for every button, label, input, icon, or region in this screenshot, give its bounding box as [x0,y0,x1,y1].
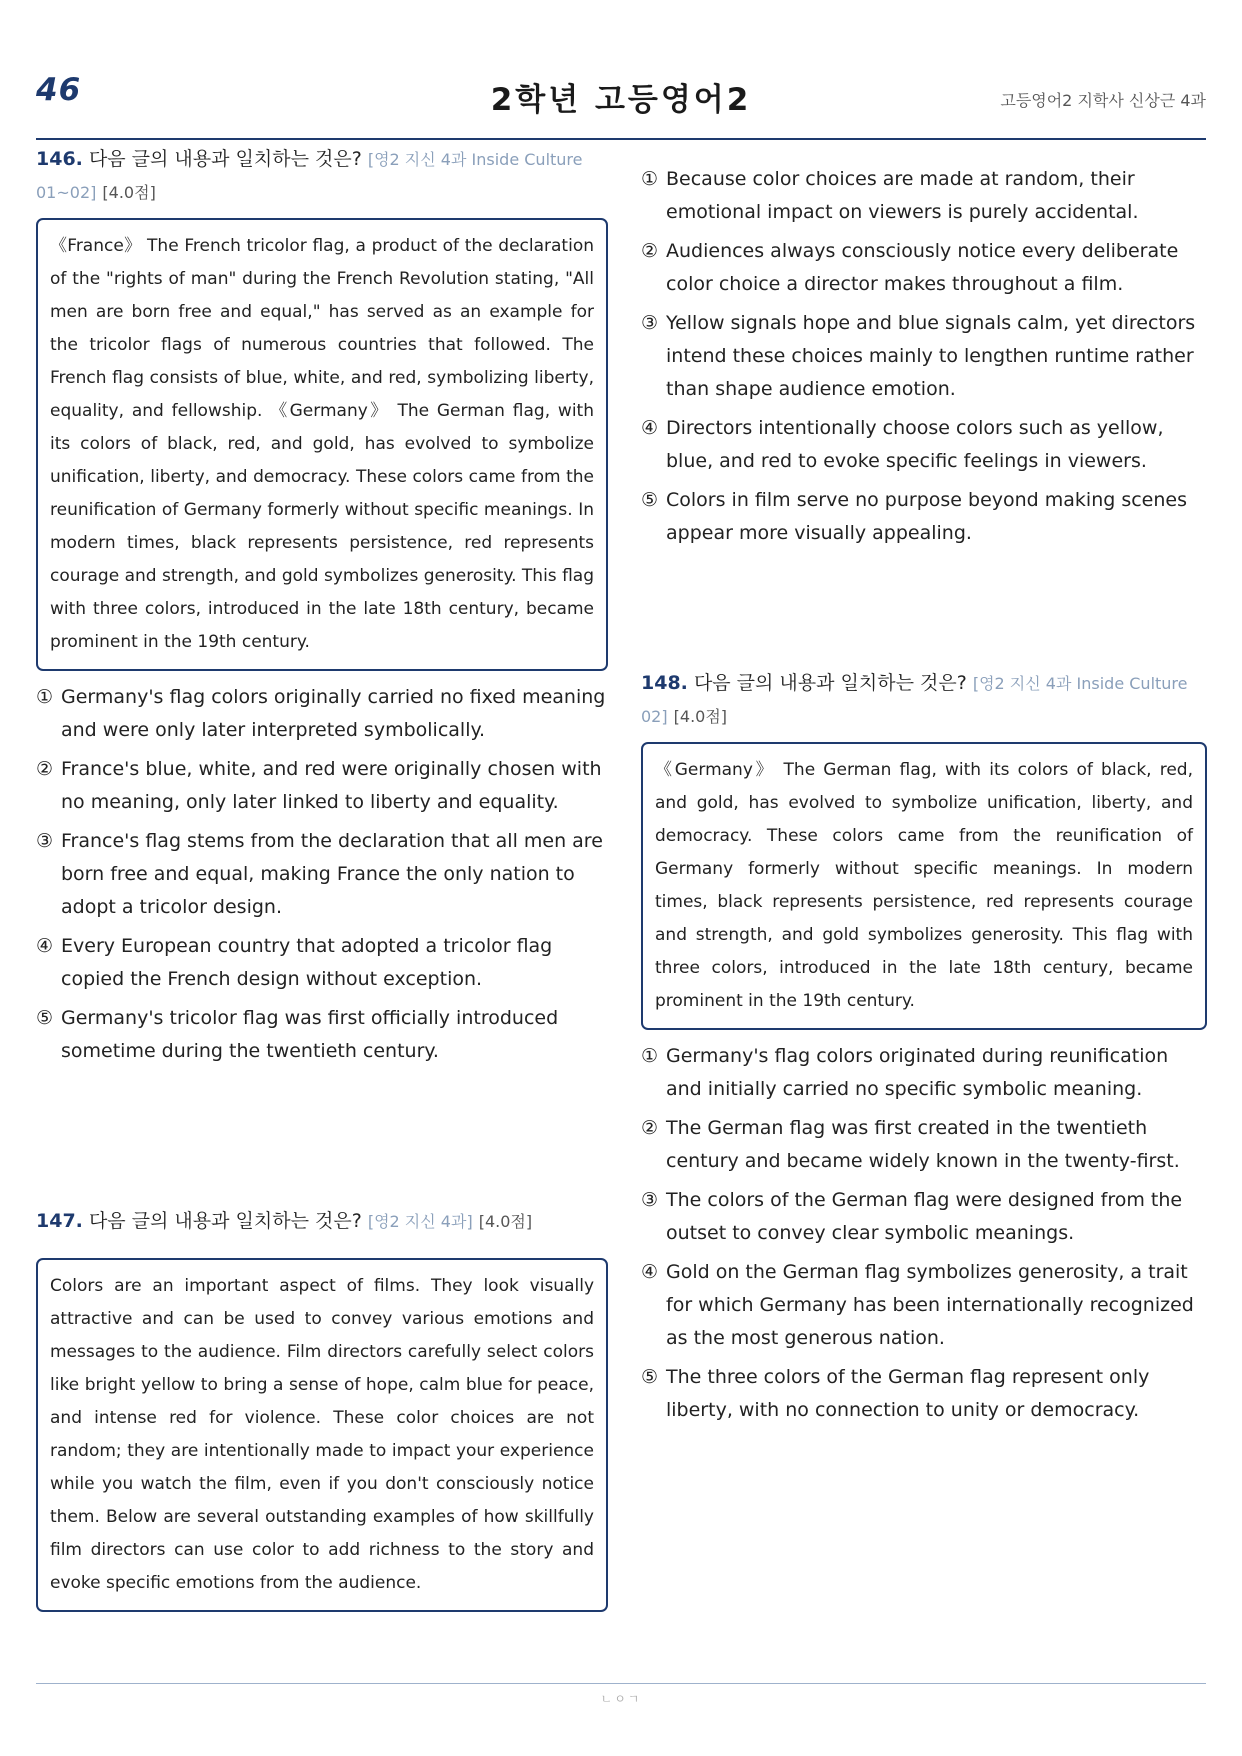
choice-mark: ④ [36,935,54,957]
choice-mark: ⑤ [36,1007,54,1029]
choice-5[interactable] [36,1002,608,1068]
choice-2[interactable] [36,753,608,819]
question-number: 146. [36,148,83,170]
choice-mark: ③ [641,1189,659,1211]
choice-mark: ① [641,168,659,190]
choice-text: Audiences always consciously notice every deliberate color choice a director makes throughout a film. [666,240,1179,295]
question-header [36,1205,608,1238]
choice-text: Germany's flag colors originally carried no fixed meaning and were only later interpreted symbolically. [61,686,606,741]
question-points: [4.0점] [478,1212,533,1231]
question-header [641,667,1207,733]
question-prompt: 다음 글의 내용과 일치하는 것은? [693,672,967,694]
choice-list [641,1040,1207,1427]
header-divider [36,138,1206,140]
choice-mark: ① [36,686,54,708]
choice-text: The colors of the German flag were designed from the outset to convey clear symbolic meanings. [666,1189,1183,1244]
page-number: 46 [36,72,82,108]
question-header [36,143,608,209]
question-source: [영2 지신 4과] [367,1212,473,1231]
choice-text: Germany's tricolor flag was first officially introduced sometime during the twentieth century. [61,1007,559,1062]
choice-4[interactable] [36,930,608,996]
choice-3[interactable] [36,825,608,924]
question-147 [36,1205,608,1612]
choice-list [641,163,1207,550]
question-points: [4.0점] [102,183,156,202]
choice-1[interactable] [641,163,1207,229]
choice-2[interactable] [641,235,1207,301]
choice-mark: ⑤ [641,489,659,511]
choice-text: Because color choices are made at random, their emotional impact on viewers is purely accidental. [666,168,1139,223]
choice-3[interactable] [641,1184,1207,1250]
choice-list [36,681,608,1068]
footer-mark: ㄴㅇㄱ [600,1692,642,1706]
question-146 [36,143,608,1074]
choice-text: France's flag stems from the declaration that all men are born free and equal, making France the only nation to adopt a tricolor design. [61,830,603,918]
question-prompt: 다음 글의 내용과 일치하는 것은? [88,1210,362,1232]
choice-mark: ② [641,240,659,262]
question-number: 148. [641,672,688,694]
choice-text: Colors in film serve no purpose beyond making scenes appear more visually appealing. [666,489,1188,544]
choice-text: The German flag was first created in the twentieth century and became widely known in the twenty-first. [666,1117,1180,1172]
choice-4[interactable] [641,412,1207,478]
choice-5[interactable] [641,1361,1207,1427]
choice-5[interactable] [641,484,1207,550]
choice-1[interactable] [36,681,608,747]
choice-3[interactable] [641,307,1207,406]
choice-mark: ⑤ [641,1366,659,1388]
question-prompt: 다음 글의 내용과 일치하는 것은? [88,148,362,170]
question-source: [영2 지신 4과 Inside Culture 02] [641,674,1188,726]
choice-2[interactable] [641,1112,1207,1178]
choice-mark: ④ [641,417,659,439]
page-title: 2학년 고등영어2 [490,82,752,118]
choice-text: Yellow signals hope and blue signals calm, yet directors intend these choices mainly to lengthen runtime rather than shape audience emotion. [666,312,1196,400]
choice-mark: ② [641,1117,659,1139]
choice-4[interactable] [641,1256,1207,1355]
choice-text: Directors intentionally choose colors such as yellow, blue, and red to evoke specific feelings in viewers. [666,417,1164,472]
choice-mark: ③ [641,312,659,334]
header-subtitle: 고등영어2 지학사 신상근 4과 [1000,91,1206,110]
question-source: [영2 지신 4과 Inside Culture 01~02] [36,150,583,202]
choice-text: Germany's flag colors originated during reunification and initially carried no specific symbolic meaning. [666,1045,1169,1100]
choice-mark: ③ [36,830,54,852]
passage-box: 《Germany》 The German flag, with its colors of black, red, and gold, has evolved to symbolize unification, liberty, and democracy. These colors came from the reunification of Germany formerly without specific meanings. In modern times, black represents persistence, red represents courage and strength, and gold symbolizes generosity. This flag with three colors, introduced in the late 18th century, became prominent in the 19th century. [641,742,1207,1030]
choice-text: Every European country that adopted a tricolor flag copied the French design without exception. [61,935,553,990]
question-147-choices [641,163,1207,556]
question-number: 147. [36,1210,83,1232]
choice-text: The three colors of the German flag represent only liberty, with no connection to unity or democracy. [666,1366,1150,1421]
question-148 [641,667,1207,1433]
footer-divider [36,1683,1206,1684]
choice-1[interactable] [641,1040,1207,1106]
choice-mark: ① [641,1045,659,1067]
choice-text: France's blue, white, and red were originally chosen with no meaning, only later linked to liberty and equality. [61,758,602,813]
choice-mark: ④ [641,1261,659,1283]
choice-text: Gold on the German flag symbolizes generosity, a trait for which Germany has been internationally recognized as the most generous nation. [666,1261,1194,1349]
passage-box: 《France》 The French tricolor flag, a product of the declaration of the "rights of man" during the French Revolution stating, "All men are born free and equal," has served as an example for the tricolor flags of numerous countries that followed. The French flag consists of blue, white, and red, symbolizing liberty, equality, and fellowship. 《Germany》 The German flag, with its colors of black, red, and gold, has evolved to symbolize unification, liberty, and democracy. These colors came from the reunification of Germany formerly without specific meanings. In modern times, black represents persistence, red represents courage and strength, and gold symbolizes generosity. This flag with three colors, introduced in the late 18th century, became prominent in the 19th century. [36,218,608,671]
question-points: [4.0점] [673,707,728,726]
passage-box: Colors are an important aspect of films. They look visually attractive and can be used to convey various emotions and messages to the audience. Film directors carefully select colors like bright yellow to bring a sense of hope, calm blue for peace, and intense red for violence. These color choices are not random; they are intentionally made to impact your experience while you watch the film, even if you don't consciously notice them. Below are several outstanding examples of how skillfully film directors can use color to add richness to the story and evoke specific emotions from the audience. [36,1258,608,1612]
choice-mark: ② [36,758,54,780]
